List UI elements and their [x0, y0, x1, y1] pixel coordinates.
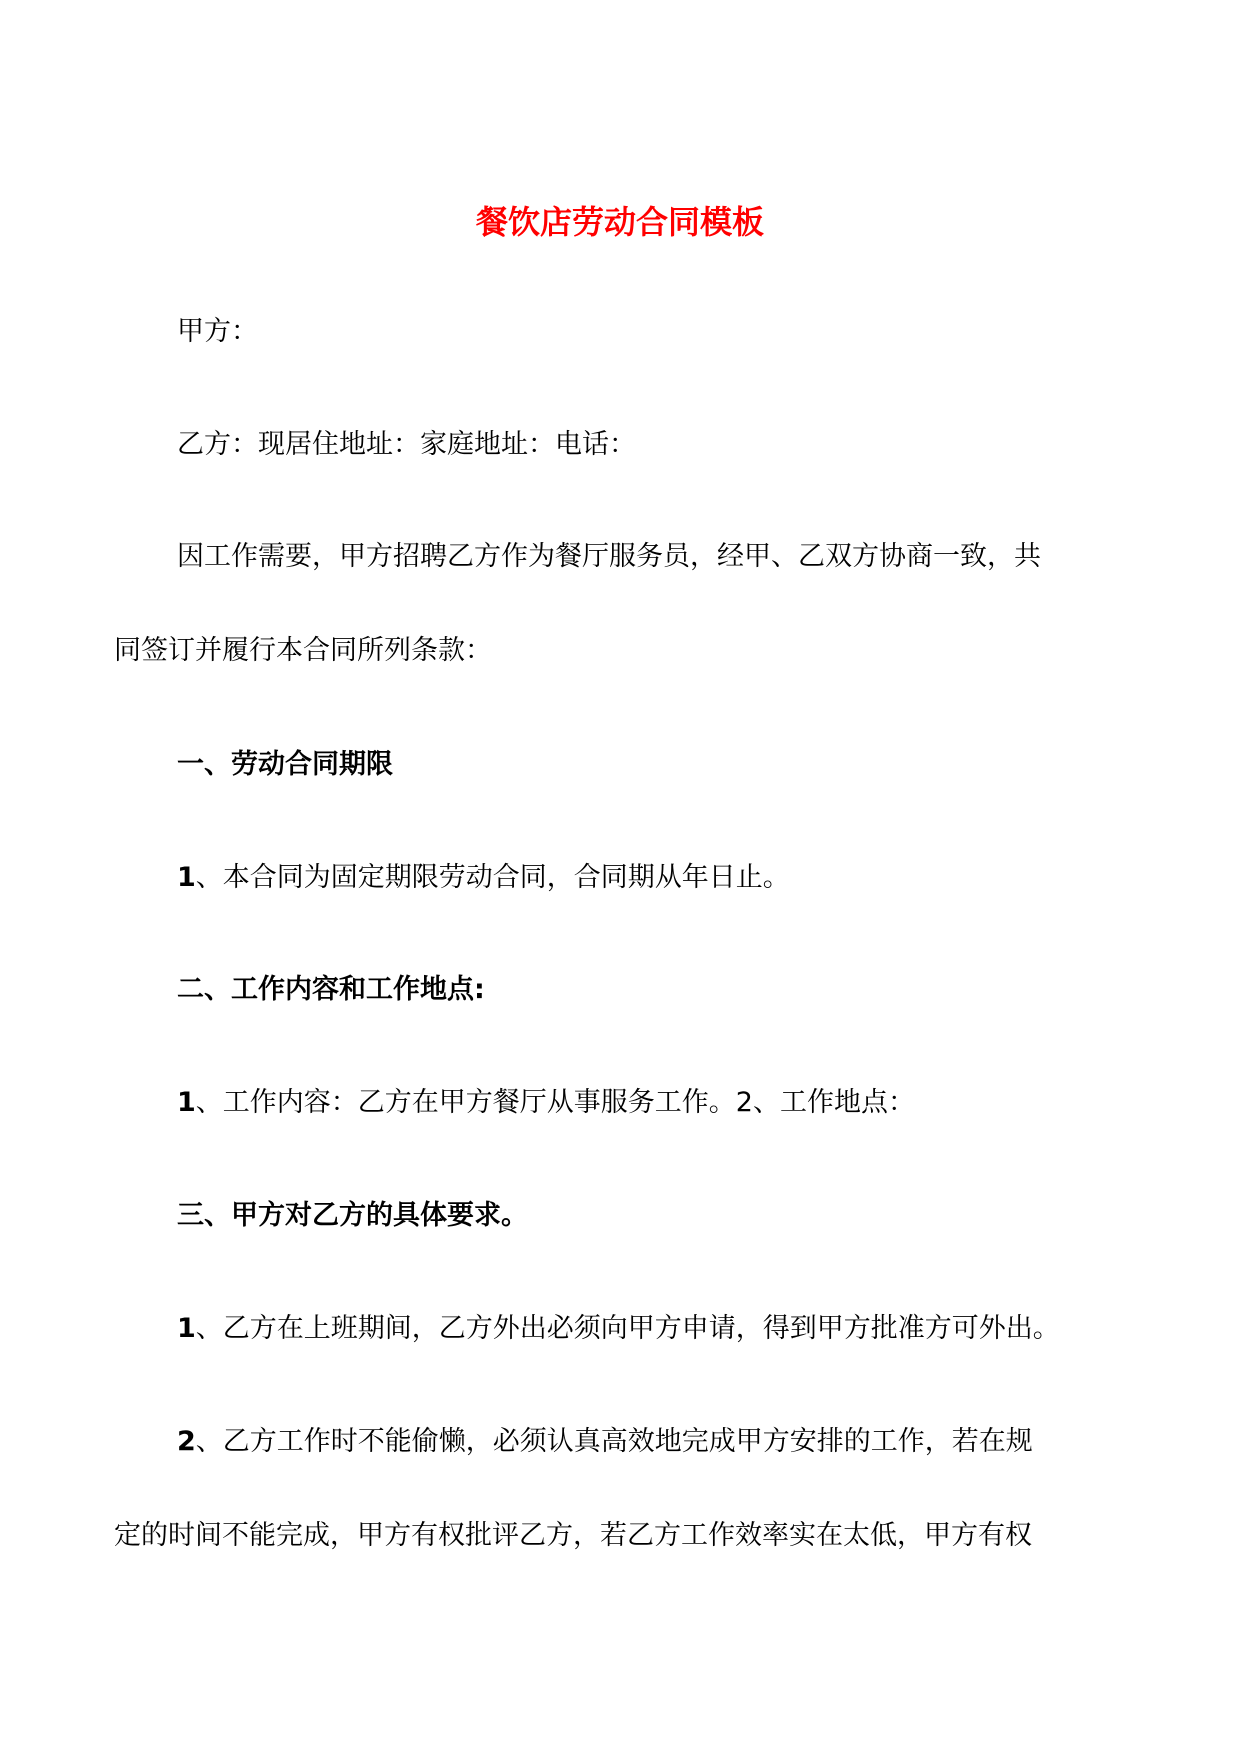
clause-1-1 — [177, 858, 1137, 898]
clause-number: 1 — [177, 1313, 196, 1344]
party-b-line: 乙方：现居住地址：家庭地址：电话： — [177, 429, 636, 460]
clause-text: 、工作内容：乙方在甲方餐厅从事服务工作。2、工作地点： — [195, 1087, 915, 1118]
clause-3-2 — [177, 1422, 1137, 1462]
clause-number: 1 — [177, 862, 196, 893]
section-heading-3: 三、甲方对乙方的具体要求。 — [177, 1200, 528, 1231]
clause-number: 1 — [177, 1087, 196, 1118]
clause-3-1 — [177, 1309, 1137, 1349]
clause-text: 、乙方在上班期间，乙方外出必须向甲方申请，得到甲方批准方可外出。 — [195, 1313, 1060, 1344]
intro-paragraph-line-2: 同签订并履行本合同所列条款： — [114, 635, 492, 666]
clause-2-1 — [177, 1083, 1137, 1123]
clause-number: 2 — [177, 1426, 196, 1457]
clause-text: 、本合同为固定期限劳动合同，合同期从年日止。 — [195, 862, 790, 893]
party-a-line: 甲方： — [177, 316, 258, 347]
section-heading-1: 一、劳动合同期限 — [177, 749, 393, 780]
section-heading-2: 二、工作内容和工作地点: — [177, 974, 485, 1005]
document-title: 餐饮店劳动合同模板 — [475, 203, 764, 241]
clause-text: 、乙方工作时不能偷懒，必须认真高效地完成甲方安排的工作，若在规 — [195, 1426, 1033, 1457]
clause-3-2-continuation: 定的时间不能完成，甲方有权批评乙方，若乙方工作效率实在太低，甲方有权 — [114, 1520, 1032, 1551]
intro-paragraph-line-1: 因工作需要，甲方招聘乙方作为餐厅服务员，经甲、乙双方协商一致，共 — [177, 541, 1041, 572]
